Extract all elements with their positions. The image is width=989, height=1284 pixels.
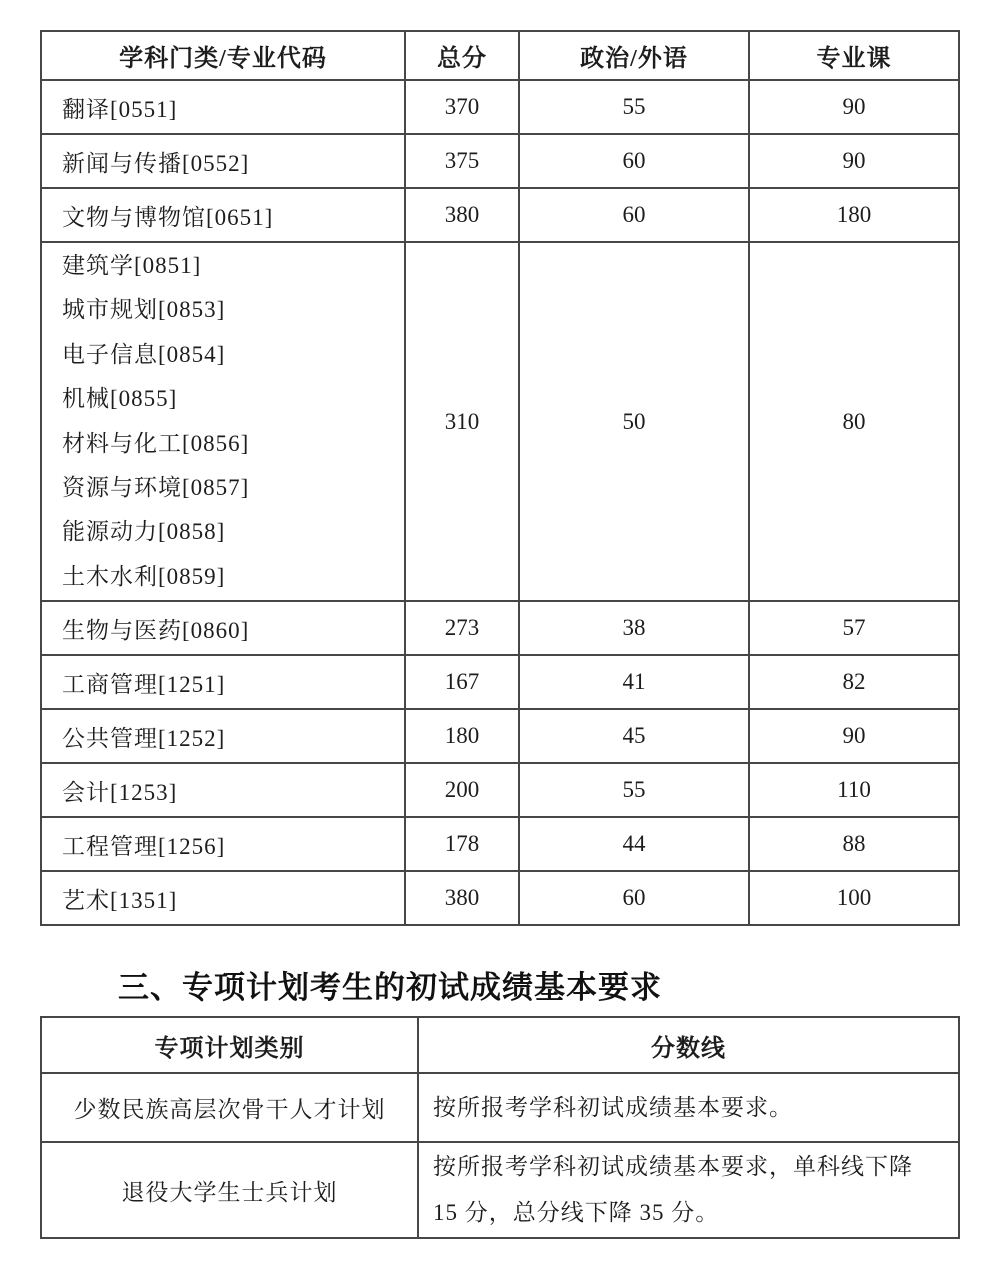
plan-table-header-row xyxy=(41,1017,959,1073)
category-line: 能源动力[0858] xyxy=(62,519,226,545)
total-cell: 273 xyxy=(405,601,519,655)
table-row xyxy=(41,817,959,871)
category-cell: 翻译[0551] xyxy=(41,80,405,134)
category-cell: 新闻与传播[0552] xyxy=(41,134,405,188)
category-cell: 生物与医药[0860] xyxy=(41,601,405,655)
politics-foreign-cell: 55 xyxy=(519,80,749,134)
table-row xyxy=(41,871,959,925)
category-cell-group xyxy=(41,242,405,601)
table-row xyxy=(41,601,959,655)
plan-score-line-cell xyxy=(418,1142,959,1238)
table-row xyxy=(41,80,959,134)
total-cell: 370 xyxy=(405,80,519,134)
politics-foreign-cell: 45 xyxy=(519,709,749,763)
category-line: 建筑学[0851] xyxy=(62,253,202,278)
special-plan-table xyxy=(40,1016,960,1239)
score-line-text: 按所报考学科初试成绩基本要求。 xyxy=(433,1094,793,1120)
score-table-header-row xyxy=(41,31,959,80)
table-row xyxy=(41,655,959,709)
total-cell: 375 xyxy=(405,134,519,188)
major-course-cell: 90 xyxy=(749,80,959,134)
category-line: 电子信息[0854] xyxy=(62,341,226,367)
plan-name-cell: 少数民族高层次骨干人才计划 xyxy=(41,1073,418,1142)
category-cell: 艺术[1351] xyxy=(41,871,405,925)
category-line: 材料与化工[0856] xyxy=(62,430,250,456)
score-line-text: 按所报考学科初试成绩基本要求，单科线下降 xyxy=(433,1154,913,1179)
total-cell: 167 xyxy=(405,655,519,709)
major-course-cell: 80 xyxy=(749,242,959,601)
politics-foreign-cell: 41 xyxy=(519,655,749,709)
score-line-text: 15 分，总分线下降 35 分。 xyxy=(433,1200,720,1225)
major-course-cell: 88 xyxy=(749,817,959,871)
major-course-cell: 90 xyxy=(749,709,959,763)
table-row xyxy=(41,134,959,188)
header-score-line: 分数线 xyxy=(418,1017,959,1073)
major-course-cell: 180 xyxy=(749,188,959,242)
category-line: 土木水利[0859] xyxy=(62,563,226,589)
plan-score-line-cell xyxy=(418,1073,959,1142)
total-cell: 200 xyxy=(405,763,519,817)
category-line: 城市规划[0853] xyxy=(62,297,226,323)
header-major-course: 专业课 xyxy=(749,31,959,80)
category-cell: 工程管理[1256] xyxy=(41,817,405,871)
table-row-engineering-group xyxy=(41,242,959,601)
total-cell: 178 xyxy=(405,817,519,871)
major-course-cell: 57 xyxy=(749,601,959,655)
major-course-cell: 90 xyxy=(749,134,959,188)
total-cell: 380 xyxy=(405,188,519,242)
politics-foreign-cell: 55 xyxy=(519,763,749,817)
politics-foreign-cell: 60 xyxy=(519,188,749,242)
header-total: 总分 xyxy=(405,31,519,80)
politics-foreign-cell: 44 xyxy=(519,817,749,871)
category-cell: 文物与博物馆[0651] xyxy=(41,188,405,242)
header-category: 学科门类/专业代码 xyxy=(41,31,405,80)
category-cell: 工商管理[1251] xyxy=(41,655,405,709)
total-cell: 380 xyxy=(405,871,519,925)
major-course-cell: 110 xyxy=(749,763,959,817)
section-title: 三、专项计划考生的初试成绩基本要求 xyxy=(118,970,662,1005)
admission-score-table xyxy=(40,30,960,926)
politics-foreign-cell: 50 xyxy=(519,242,749,601)
header-plan-type: 专项计划类别 xyxy=(41,1017,418,1073)
category-cell: 公共管理[1252] xyxy=(41,709,405,763)
politics-foreign-cell: 60 xyxy=(519,871,749,925)
table-row xyxy=(41,1142,959,1238)
total-cell: 180 xyxy=(405,709,519,763)
table-row xyxy=(41,709,959,763)
category-line: 资源与环境[0857] xyxy=(62,474,250,500)
table-row xyxy=(41,188,959,242)
header-politics-foreign: 政治/外语 xyxy=(519,31,749,80)
total-cell: 310 xyxy=(405,242,519,601)
major-course-cell: 100 xyxy=(749,871,959,925)
major-course-cell: 82 xyxy=(749,655,959,709)
politics-foreign-cell: 60 xyxy=(519,134,749,188)
table-row xyxy=(41,763,959,817)
plan-name-cell: 退役大学生士兵计划 xyxy=(41,1142,418,1238)
table-row xyxy=(41,1073,959,1142)
politics-foreign-cell: 38 xyxy=(519,601,749,655)
category-cell: 会计[1253] xyxy=(41,763,405,817)
category-line: 机械[0855] xyxy=(62,386,178,412)
